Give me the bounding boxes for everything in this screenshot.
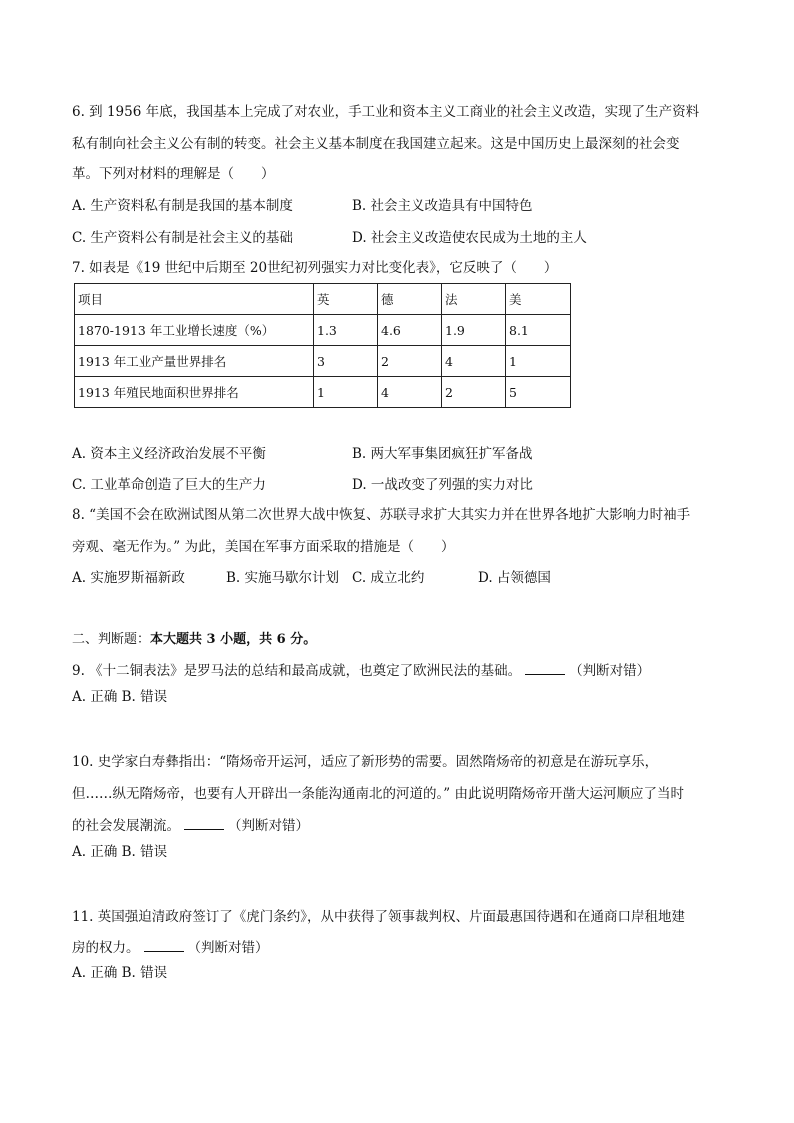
q10-stem-line2: 但……纵无隋炀帝，也要有人开辟出一条能沟通南北的河道的。” 由此说明隋炀帝开凿大运河顺应了当时 bbox=[72, 786, 684, 802]
q8-option-b: B. 实施马歇尔计划 bbox=[226, 570, 340, 586]
q8-option-c: C. 成立北约 bbox=[352, 570, 425, 586]
table-row bbox=[75, 315, 571, 346]
q7-option-b: B. 两大军事集团疯狂扩军备战 bbox=[352, 446, 533, 462]
table-cell: 2 bbox=[442, 377, 506, 408]
q7-comparison-table bbox=[74, 283, 571, 408]
section-heading-prefix: 二、判断题： bbox=[72, 632, 151, 647]
table-cell: 8.1 bbox=[506, 315, 571, 346]
q6-stem-line1: 6. 到 1956 年底，我国基本上完成了对农业，手工业和资本主义工商业的社会主义改造，实现了生产资料 bbox=[72, 104, 700, 120]
q9-stem-text: 9. 《十二铜表法》是罗马法的总结和最高成就，也奠定了欧洲民法的基础。 bbox=[72, 663, 522, 679]
q11-suffix: （判断对错） bbox=[187, 940, 269, 956]
q7-option-c: C. 工业革命创造了巨大的生产力 bbox=[72, 477, 266, 493]
q10-stem-line3 bbox=[72, 816, 724, 836]
q10-suffix: （判断对错） bbox=[228, 818, 309, 834]
table-cell: 1.3 bbox=[314, 315, 378, 346]
table-cell: 4 bbox=[442, 346, 506, 377]
table-cell: 4.6 bbox=[378, 315, 442, 346]
table-cell: 1870-1913 年工业增长速度（%） bbox=[75, 315, 314, 346]
table-cell: 5 bbox=[506, 377, 571, 408]
q10-stem-line1: 10. 史学家白寿彝指出：“隋炀帝开运河，适应了新形势的需要。固然隋炀帝的初意是在游玩享乐， bbox=[72, 754, 659, 770]
q9-options: A. 正确 B. 错误 bbox=[72, 689, 168, 705]
table-cell: 1 bbox=[314, 377, 378, 408]
q11-stem-text: 房的权力。 bbox=[72, 940, 140, 956]
q6-option-c: C. 生产资料公有制是社会主义的基础 bbox=[72, 230, 293, 246]
table-cell: 1913 年工业产量世界排名 bbox=[75, 346, 314, 377]
section-heading-note: 本大题共 3 小题，共 6 分。 bbox=[150, 632, 317, 647]
table-cell: 4 bbox=[378, 377, 442, 408]
q10-options: A. 正确 B. 错误 bbox=[72, 844, 168, 860]
q8-option-d: D. 占领德国 bbox=[478, 570, 551, 586]
q11-stem-line2 bbox=[72, 938, 724, 958]
q9-suffix: （判断对错） bbox=[569, 663, 651, 679]
answer-blank[interactable] bbox=[184, 817, 224, 830]
table-row bbox=[75, 377, 571, 408]
q6-option-a: A. 生产资料私有制是我国的基本制度 bbox=[72, 198, 293, 214]
table-header-cell: 美 bbox=[506, 284, 571, 315]
q8-stem-line1: 8. “美国不会在欧洲试图从第二次世界大战中恢复、苏联寻求扩大其实力并在世界各地扩大影响力时袖手 bbox=[72, 507, 691, 523]
q9-stem bbox=[72, 661, 724, 681]
table-cell: 2 bbox=[378, 346, 442, 377]
q7-option-a: A. 资本主义经济政治发展不平衡 bbox=[72, 446, 266, 462]
answer-blank[interactable] bbox=[525, 662, 565, 675]
table-cell: 3 bbox=[314, 346, 378, 377]
section-heading bbox=[72, 630, 724, 650]
q7-option-d: D. 一战改变了列强的实力对比 bbox=[352, 477, 533, 493]
q10-stem-text: 的社会发展潮流。 bbox=[72, 818, 180, 834]
table-cell: 1 bbox=[506, 346, 571, 377]
table-header-cell: 德 bbox=[378, 284, 442, 315]
table-row bbox=[75, 346, 571, 377]
q6-option-d: D. 社会主义改造使农民成为土地的主人 bbox=[352, 230, 587, 246]
q7-stem: 7. 如表是《19 世纪中后期至 20世纪初列强实力对比变化表》，它反映了（ ） bbox=[72, 260, 558, 276]
table-header-cell: 英 bbox=[314, 284, 378, 315]
table-header-row bbox=[75, 284, 571, 315]
q6-stem-line2: 私有制向社会主义公有制的转变。社会主义基本制度在我国建立起来。这是中国历史上最深刻的社会变 bbox=[72, 136, 680, 152]
table-cell: 1.9 bbox=[442, 315, 506, 346]
q8-option-a: A. 实施罗斯福新政 bbox=[72, 570, 185, 586]
table-header-cell: 法 bbox=[442, 284, 506, 315]
q8-stem-line2: 旁观、毫无作为。” 为此，美国在军事方面采取的措施是（ ） bbox=[72, 539, 455, 555]
q6-stem-line3: 革。下列对材料的理解是（ ） bbox=[72, 166, 275, 182]
q11-options: A. 正确 B. 错误 bbox=[72, 965, 168, 981]
table-cell: 1913 年殖民地面积世界排名 bbox=[75, 377, 314, 408]
table-header-cell: 项目 bbox=[75, 284, 314, 315]
answer-blank[interactable] bbox=[144, 939, 184, 952]
q6-option-b: B. 社会主义改造具有中国特色 bbox=[352, 198, 533, 214]
q11-stem-line1: 11. 英国强迫清政府签订了《虎门条约》，从中获得了领事裁判权、片面最惠国待遇和在通商口岸租地建 bbox=[72, 909, 686, 925]
